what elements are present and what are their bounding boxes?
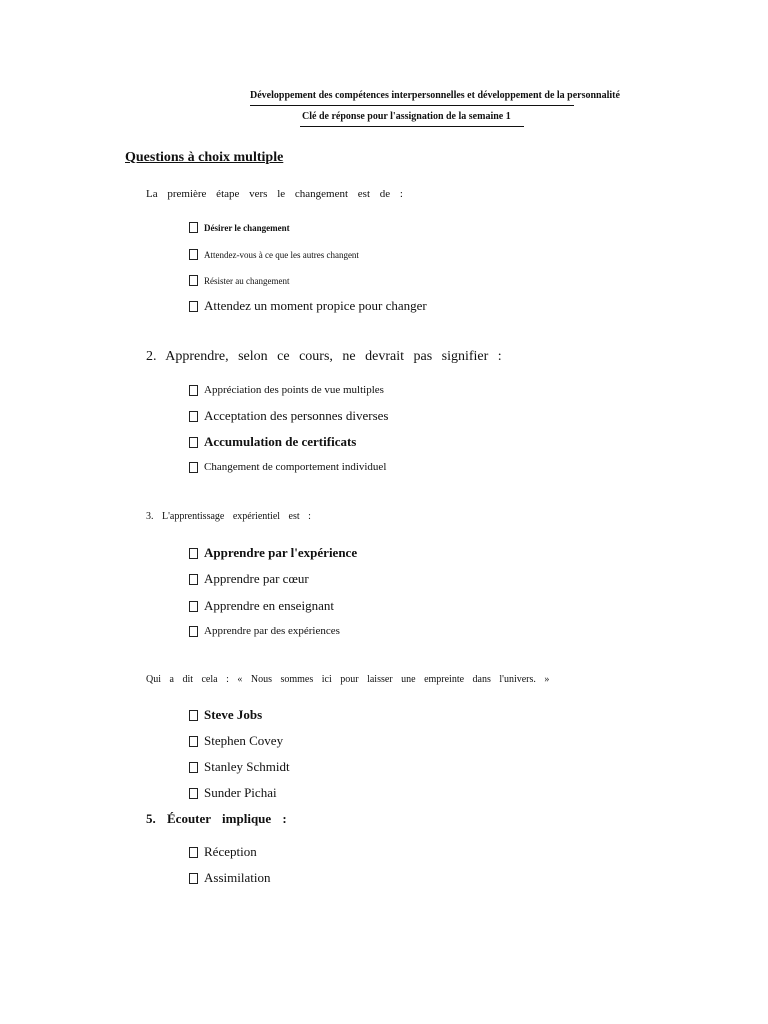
option-label: Accumulation de certificats [204, 434, 357, 449]
option-label: Attendez un moment propice pour changer [204, 298, 427, 313]
checkbox-icon [189, 601, 198, 612]
option-label: Assimilation [204, 870, 271, 885]
checkbox-icon [189, 710, 198, 721]
question-3-option-2[interactable] [189, 571, 309, 587]
checkbox-icon [189, 847, 198, 858]
checkbox-icon [189, 574, 198, 585]
option-label: Apprendre en enseignant [204, 598, 334, 613]
question-2-option-2[interactable] [189, 408, 388, 424]
question-3-option-3[interactable] [189, 598, 334, 614]
question-3-text: 3. L'apprentissage expérientiel est : [146, 511, 311, 522]
question-2-option-1[interactable] [189, 384, 384, 396]
checkbox-icon [189, 762, 198, 773]
option-label: Réception [204, 844, 257, 859]
option-label: Résister au changement [204, 275, 290, 286]
checkbox-icon [189, 249, 198, 260]
document-course-title: Développement des compétences interpersonnelles et développement de la personnalité [250, 90, 620, 101]
question-3-option-4[interactable] [189, 625, 340, 637]
checkbox-icon [189, 736, 198, 747]
question-4-text: Qui a dit cela : « Nous sommes ici pour laisser une empreinte dans l'univers. » [146, 674, 550, 685]
option-label: Attendez-vous à ce que les autres changent [204, 249, 359, 260]
question-2-text: 2. Apprendre, selon ce cours, ne devrait pas signifier : [146, 349, 502, 364]
question-1-option-2[interactable] [189, 249, 359, 260]
checkbox-icon [189, 437, 198, 448]
checkbox-icon [189, 385, 198, 396]
question-1-option-3[interactable] [189, 275, 289, 286]
question-5-option-2[interactable] [189, 870, 270, 886]
checkbox-icon [189, 626, 198, 637]
option-label: Acceptation des personnes diverses [204, 408, 389, 423]
document-subtitle: Clé de réponse pour l'assignation de la semaine 1 [302, 111, 511, 122]
checkbox-icon [189, 873, 198, 884]
checkbox-icon [189, 411, 198, 422]
option-label: Appréciation des points de vue multiples [204, 384, 384, 396]
question-1-option-1[interactable] [189, 222, 290, 233]
question-2-option-3[interactable] [189, 434, 356, 450]
header-rule-2 [300, 126, 524, 127]
header-rule-1 [250, 105, 574, 106]
question-4-option-4[interactable] [189, 785, 277, 801]
option-label: Apprendre par des expériences [204, 625, 340, 637]
question-4-option-1[interactable] [189, 707, 262, 723]
checkbox-icon [189, 462, 198, 473]
checkbox-icon [189, 788, 198, 799]
question-5-option-1[interactable] [189, 844, 257, 860]
question-3-option-1[interactable] [189, 545, 357, 561]
checkbox-icon [189, 301, 198, 312]
option-label: Apprendre par cœur [204, 571, 309, 586]
question-4-option-3[interactable] [189, 759, 290, 775]
question-2-option-4[interactable] [189, 461, 386, 473]
option-label: Stephen Covey [204, 733, 284, 748]
option-label: Stanley Schmidt [204, 759, 290, 774]
question-4-option-2[interactable] [189, 733, 283, 749]
option-label: Sunder Pichai [204, 785, 277, 800]
option-label: Changement de comportement individuel [204, 461, 387, 473]
option-label: Apprendre par l'expérience [204, 545, 358, 560]
question-5-text: 5. Écouter implique : [146, 811, 287, 826]
question-1-text: La première étape vers le changement est de : [146, 188, 403, 200]
checkbox-icon [189, 275, 198, 286]
option-label: Désirer le changement [204, 222, 290, 233]
option-label: Steve Jobs [204, 707, 263, 722]
question-1-option-4[interactable] [189, 298, 427, 314]
checkbox-icon [189, 548, 198, 559]
section-title: Questions à choix multiple [125, 150, 284, 165]
checkbox-icon [189, 222, 198, 233]
